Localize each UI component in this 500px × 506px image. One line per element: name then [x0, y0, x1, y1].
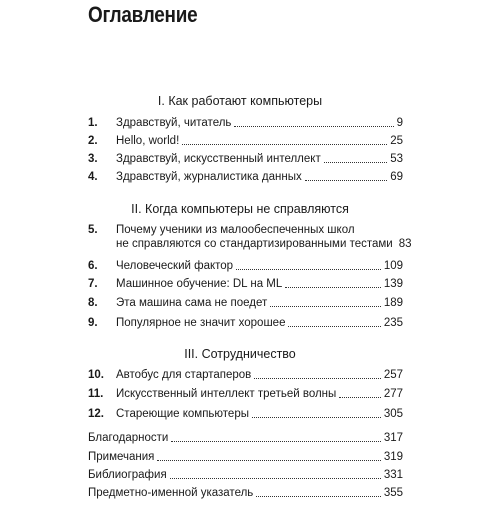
toc-entry-9[interactable] [88, 316, 403, 336]
chapter-title: Здравствуй, читатель [116, 117, 232, 129]
leader-dots [305, 179, 387, 181]
leader-dots [236, 268, 381, 270]
chapter-number: 12. [88, 408, 104, 420]
toc-backmatter-4[interactable] [88, 486, 403, 506]
leader-dots [324, 161, 387, 163]
part-1-heading: I. Как работают компьютеры [157, 94, 323, 108]
page-title: Оглавление [88, 2, 198, 27]
chapter-title: Популярное не значит хорошее [116, 317, 286, 329]
chapter-number: 2. [88, 135, 98, 147]
page-number: 25 [390, 135, 403, 147]
page-number: 257 [383, 369, 403, 381]
leader-dots [288, 325, 380, 327]
page-number: 277 [383, 388, 403, 400]
chapter-title: Человеческий фактор [116, 260, 234, 272]
leader-dots [234, 125, 393, 127]
chapter-title: не справляются со стандартизированными тестами [116, 238, 393, 250]
leader-dots [170, 477, 381, 479]
chapter-title: Эта машина сама не поедет [116, 297, 268, 309]
page-number: 317 [383, 432, 403, 444]
toc-backmatter-3[interactable] [88, 468, 403, 488]
chapter-number: 4. [88, 171, 98, 183]
leader-dots [182, 143, 387, 145]
part-3-heading: III. Сотрудничество [184, 347, 296, 361]
leader-dots [157, 459, 380, 461]
chapter-number: 5. [88, 224, 98, 236]
backmatter-title: Библиография [88, 469, 167, 481]
toc-entry-10[interactable] [88, 368, 403, 388]
toc-entry-1[interactable] [88, 116, 403, 136]
toc-entry-11[interactable] [88, 387, 403, 407]
leader-dots [256, 495, 381, 497]
chapter-number: 1. [88, 117, 98, 129]
chapter-number: 11. [88, 388, 104, 400]
leader-dots [254, 377, 381, 379]
leader-dots [252, 416, 381, 418]
chapter-title: Искусственный интеллект третьей волны [116, 388, 337, 400]
page-number: 355 [383, 487, 403, 499]
chapter-number: 7. [88, 278, 98, 290]
toc-entry-2[interactable] [88, 134, 403, 154]
toc-entry-7[interactable] [88, 277, 403, 297]
chapter-number: 3. [88, 153, 98, 165]
leader-dots [270, 305, 381, 307]
chapter-number: 9. [88, 317, 98, 329]
leader-dots [285, 286, 381, 288]
toc-entry-4[interactable] [88, 170, 403, 190]
page-number: 53 [390, 153, 403, 165]
chapter-number: 8. [88, 297, 98, 309]
page-number: 139 [383, 278, 403, 290]
toc-entry-5[interactable] [88, 223, 412, 255]
chapter-title: Hello, world! [116, 135, 180, 147]
page-number: 9 [396, 117, 403, 129]
chapter-number: 6. [88, 260, 98, 272]
page-number: 189 [383, 297, 403, 309]
backmatter-title: Благодарности [88, 432, 169, 444]
page-number: 235 [383, 317, 403, 329]
leader-dots [339, 396, 381, 398]
toc-entry-3[interactable] [88, 152, 403, 172]
toc-entry-8[interactable] [88, 296, 403, 316]
toc-backmatter-1[interactable] [88, 431, 403, 451]
chapter-title: Здравствуй, искусственный интеллект [116, 153, 321, 165]
chapter-title: Машинное обучение: DL на ML [116, 278, 283, 290]
part-2-heading: II. Когда компьютеры не справляются [131, 202, 349, 216]
chapter-title-line1: Почему ученики из малообеспеченных школ [116, 224, 355, 236]
page-number: 319 [383, 451, 403, 463]
toc-backmatter-2[interactable] [88, 450, 403, 470]
chapter-number: 10. [88, 369, 104, 381]
page-number: 83 [398, 238, 412, 250]
chapter-title: Стареющие компьютеры [116, 408, 249, 420]
page-number: 69 [390, 171, 403, 183]
page-number: 109 [383, 260, 403, 272]
leader-dots [171, 440, 381, 442]
toc-entry-6[interactable] [88, 259, 403, 279]
page-number: 305 [383, 408, 403, 420]
page-number: 331 [383, 469, 403, 481]
chapter-title: Автобус для стартаперов [116, 369, 252, 381]
chapter-title: Здравствуй, журналистика данных [116, 171, 302, 183]
backmatter-title: Примечания [88, 451, 155, 463]
toc-entry-12[interactable] [88, 407, 403, 427]
backmatter-title: Предметно-именной указатель [88, 487, 254, 499]
